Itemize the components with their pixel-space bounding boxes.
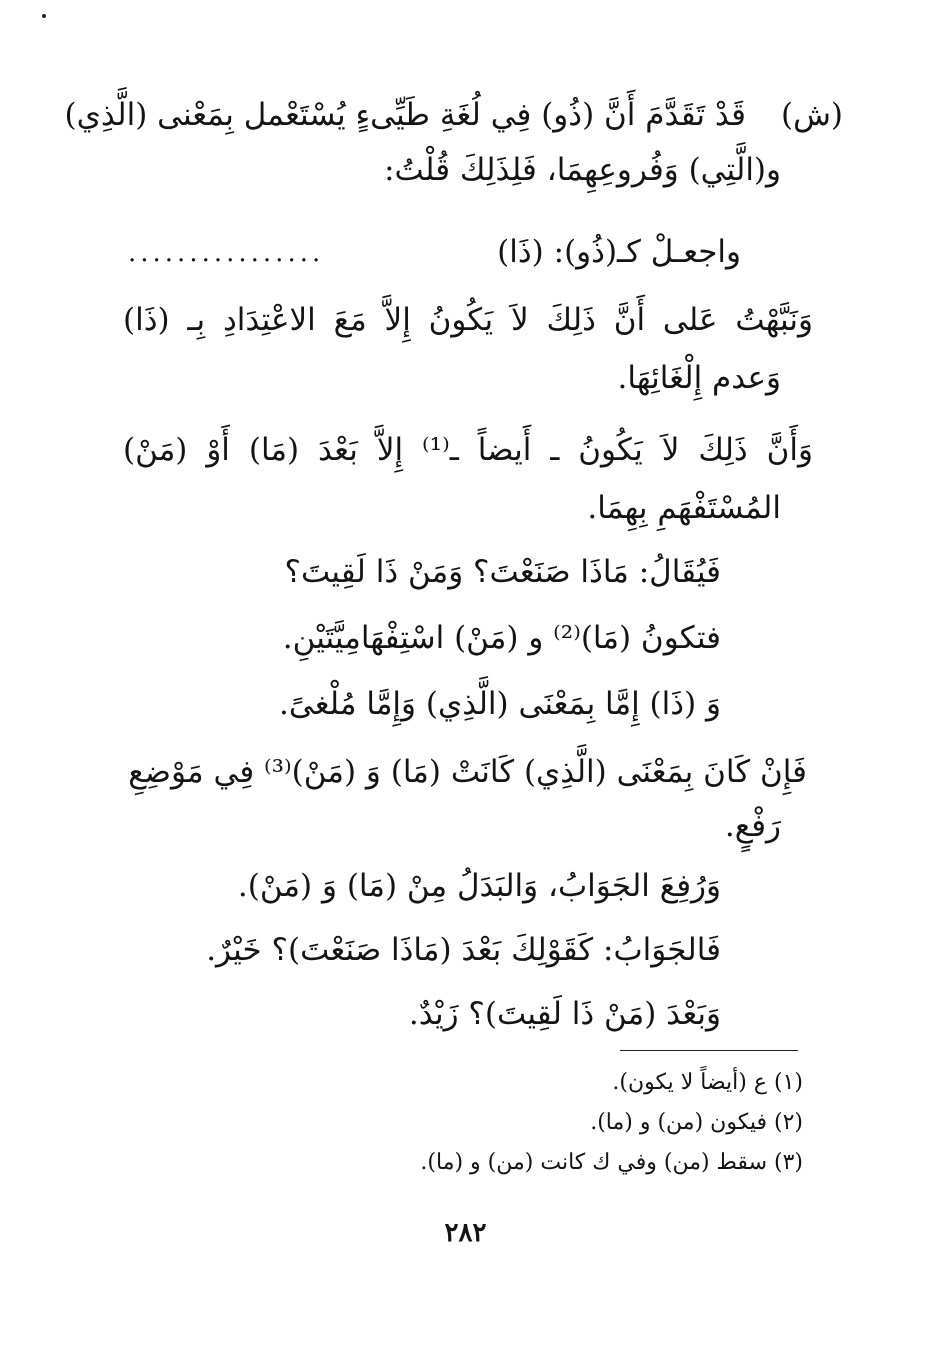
text-line-6: وَأَنَّ ذَلِكَ لاَ يَكُونُ ـ أَيضاً ـ⁽¹⁾ إِلاَّ بَعْدَ (مَا) أَوْ (مَنْ) — [123, 432, 814, 468]
speck-mark — [42, 14, 46, 18]
verse-ellipsis: ................ — [128, 238, 325, 268]
page-number: ٢٨٢ — [444, 1218, 487, 1248]
text-line-8: فَيُقَالُ: مَاذَا صَنَعْتَ؟ وَمَنْ ذَا لَقِيتَ؟ — [284, 554, 721, 590]
text-line-5: وَعدم إِلْغَائِهَا. — [617, 360, 781, 396]
footnote-2: (٢) فيكون (من) و (ما). — [590, 1110, 803, 1135]
footnote-1: (١) ع (أيضاً لا يكون). — [612, 1070, 803, 1095]
text-line-15: وَبَعْدَ (مَنْ ذَا لَقِيتَ)؟ زَيْدٌ. — [408, 996, 721, 1032]
text-line-12: رَفْعٍ. — [724, 808, 781, 844]
text-line-10: وَ (ذَا) إِمَّا بِمَعْنَى (الَّذِي) وَإِمَّا مُلْغىً. — [279, 686, 721, 722]
footnote-3: (٣) سقط (من) وفي ك كانت (من) و (ما). — [420, 1150, 803, 1175]
text-line-11: فَإِنْ كَانَ بِمَعْنَى (الَّذِي) كَانَتْ (مَا) وَ (مَنْ)⁽³⁾ فِي مَوْضِعِ — [128, 754, 807, 790]
text-line-9: فتكونُ (مَا)⁽²⁾ و (مَنْ) اسْتِفْهَامِيَّتَيْنِ. — [282, 620, 721, 656]
footnote-rule — [620, 1050, 798, 1051]
text-line-13: وَرُفِعَ الجَوَابُ، وَالبَدَلُ مِنْ (مَا) وَ (مَنْ). — [237, 868, 721, 904]
text-line-7: المُسْتَفْهَمِ بِهِمَا. — [587, 490, 781, 526]
text-line-2: و(الَّتِي) وَفُروعِهِمَا، فَلِذَلِكَ قُلْتُ: — [384, 152, 781, 188]
verse-line: واجعـلْ كـ(ذُو): (ذَا) — [497, 234, 741, 270]
text-line-14: فَالجَوَابُ: كَقَوْلِكَ بَعْدَ (مَاذَا صَنَعْتَ)؟ خَيْرٌ. — [206, 932, 721, 968]
text-line-1: قَدْ تَقَدَّمَ أَنَّ (ذُو) فِي لُغَةِ طَيِّىءٍ يُسْتَعْمل بِمَعْنى (الَّذِي) — [64, 97, 746, 133]
text-line-4: وَنَبَّهْتُ عَلى أَنَّ ذَلِكَ لاَ يَكُونُ إِلاَّ مَعَ الاعْتِدَادِ بِـ (ذَا) — [123, 302, 813, 338]
commentary-marker: (ش) — [780, 97, 843, 133]
